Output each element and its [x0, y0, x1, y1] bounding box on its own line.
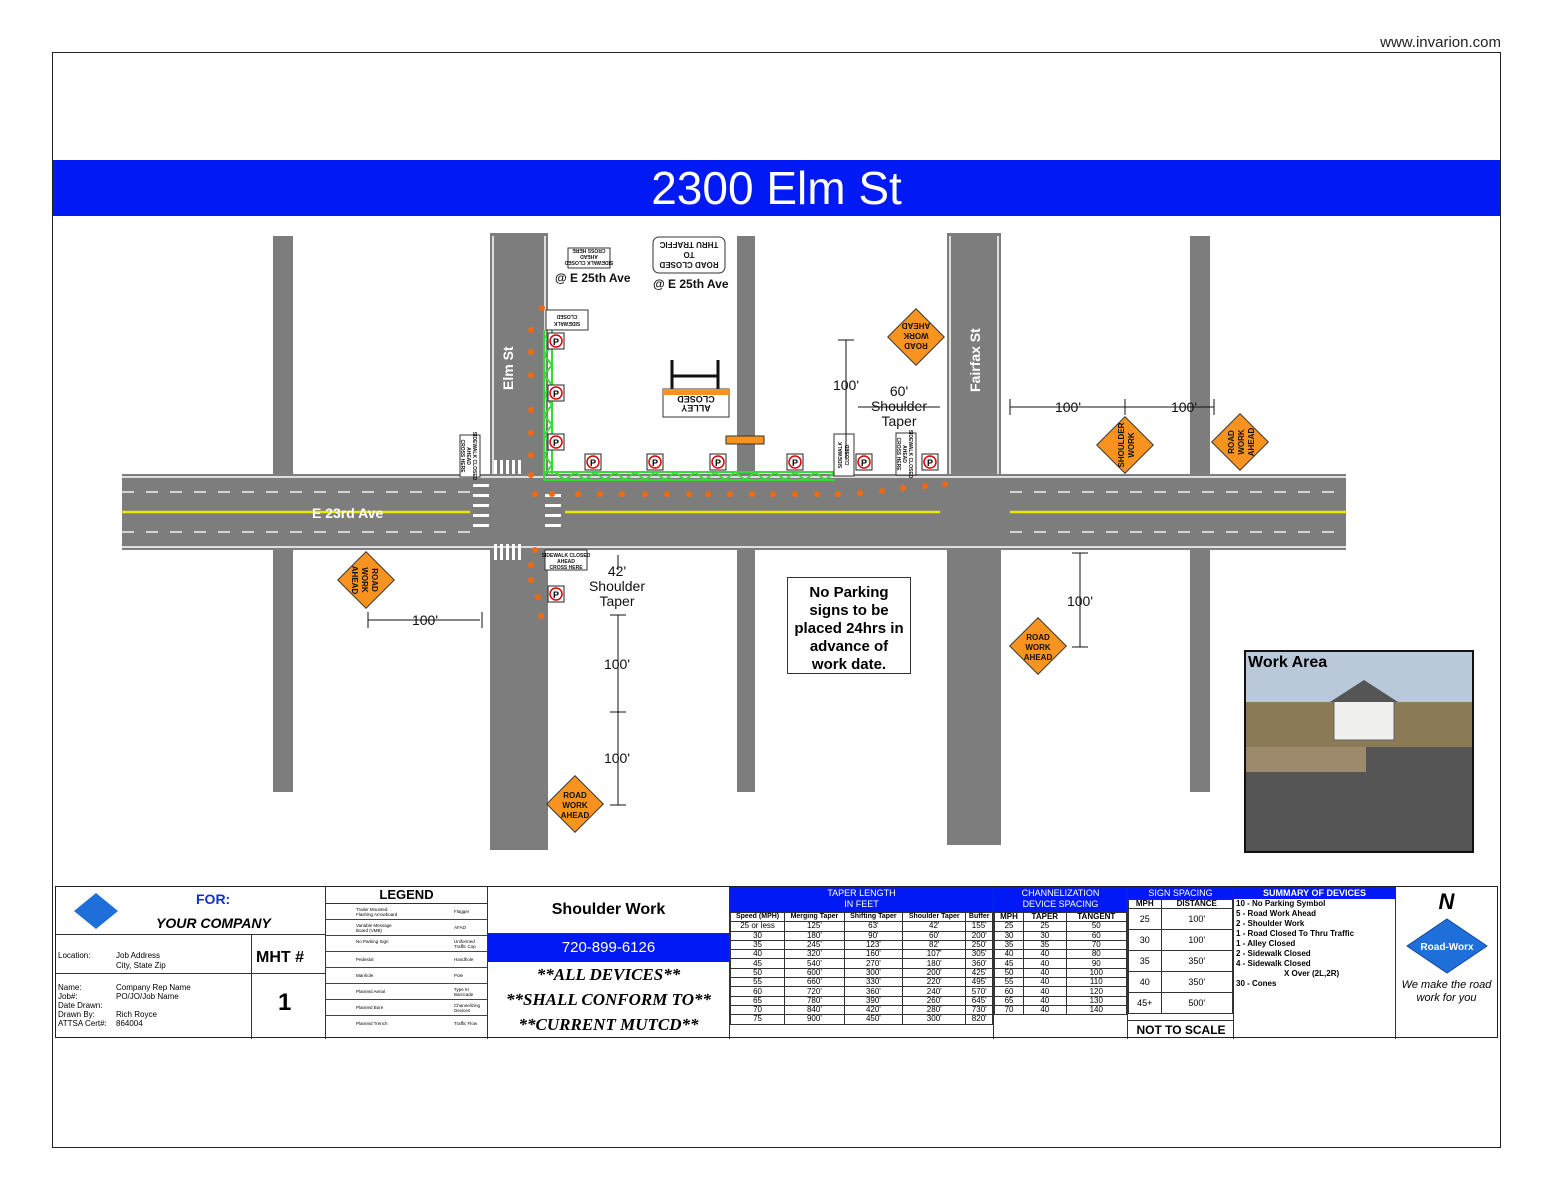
svg-text:ALLEY: ALLEY [681, 403, 711, 413]
svg-text:ROAD: ROAD [370, 568, 379, 592]
svg-text:P: P [860, 458, 868, 468]
svg-text:ROAD: ROAD [1026, 633, 1050, 642]
road-east-street [1190, 236, 1210, 792]
svg-text:ROAD: ROAD [1227, 430, 1236, 454]
chan-row: 65 40 130 [995, 996, 1127, 1005]
summary-item: 30 - Cones [1236, 979, 1277, 988]
svg-text:SHOULDER: SHOULDER [1117, 422, 1126, 468]
svg-text:SIDEWALK CLOSED: SIDEWALK CLOSED [564, 259, 614, 265]
legend-row: Planned Trench Traffic Flow [356, 1021, 478, 1026]
svg-text:100': 100' [832, 377, 860, 393]
mutcd-line-3: **CURRENT MUTCD** [518, 1015, 699, 1034]
legend-row: No Parking Sign Uniformed Traffic Cop [326, 936, 487, 952]
north-arrow: N [1438, 889, 1455, 914]
tagline-1: We make the road [1401, 979, 1492, 991]
svg-text:WORK: WORK [1127, 432, 1136, 458]
chan-row: 60 40 120 [995, 987, 1127, 996]
taper-row: 65 780' 390' 260' 645' [731, 996, 993, 1005]
sign-road-closed-thru-traffic [653, 237, 725, 273]
chan-row: 70 40 140 [995, 1005, 1127, 1014]
svg-text:100': 100' [1054, 399, 1082, 415]
title-block [55, 886, 1498, 1038]
svg-text:P: P [651, 458, 659, 468]
mutcd-line-2: **SHALL CONFORM TO** [506, 990, 711, 1009]
svg-text:WORK: WORK [562, 801, 588, 810]
label-e-23rd-ave: E 23rd Ave [312, 505, 384, 521]
job-label: Job#: [58, 992, 78, 1001]
svg-text:Shoulder: Shoulder [588, 578, 646, 594]
roadworx-logo [1405, 917, 1489, 975]
chan-row: 25 25 50 [995, 922, 1127, 931]
svg-text:SIDEWALK CLOSED: SIDEWALK CLOSED [471, 431, 477, 481]
drawn-value: Rich Royce [116, 1010, 157, 1019]
svg-text:100': 100' [603, 656, 631, 672]
sign-spacing-row: 25 100' [1129, 909, 1233, 930]
svg-text:P: P [589, 458, 597, 468]
road-west-street [273, 236, 293, 792]
taper-table: Speed (MPH) Merging Taper Shifting Taper Shoulder Taper Buffer 25 or less 125' 63' 42' 155' 30 180' 90' 60' 200' 35 245' 123' 82' 250' 40 320' 160' 107' 305' 45 540' 270' 180' 360' 50 600' 300' 200' 425' 55 660' 330' 220' 495' 60 720' 360' 240' 570' 65 780' 390' 260' 645' 70 840' 420' 280' 730' 75 900' 450' 300' 820' [730, 912, 993, 1025]
taper-row: 40 320' 160' 107' 305' [731, 950, 993, 959]
svg-text:Road-Worx: Road-Worx [1419, 942, 1474, 953]
job-value: PO/JO/Job Name [116, 992, 179, 1001]
sign-sidewalk-closed-ahead-right [895, 430, 916, 479]
name-value: Company Rep Name [116, 983, 191, 992]
svg-text:TO: TO [683, 250, 695, 259]
sign-sidewalk-closed-ahead-south [542, 550, 591, 571]
svg-text:CLOSED: CLOSED [845, 444, 851, 466]
location-city: City, State Zip [116, 961, 166, 970]
svg-text:SIDEWALK: SIDEWALK [553, 320, 581, 326]
svg-text:AHEAD: AHEAD [580, 253, 598, 259]
website-url: www.invarion.com [1380, 34, 1501, 51]
sign-spacing-row: 45+ 500' [1129, 993, 1233, 1014]
legend-row: Manhole Pole [326, 968, 487, 984]
summary-item: 2 - Sidewalk Closed [1236, 949, 1311, 958]
tagline-2: work for you [1416, 992, 1477, 1004]
svg-text:THRU TRAFFIC: THRU TRAFFIC [659, 240, 719, 249]
sign-spacing-header: SIGN SPACING [1128, 887, 1233, 899]
chan-header: CHANNELIZATION DEVICE SPACING [994, 887, 1127, 912]
svg-text:ROAD CLOSED: ROAD CLOSED [659, 260, 719, 269]
sign-sidewalk-closed-2 [834, 434, 854, 476]
svg-text:Shoulder: Shoulder [870, 398, 928, 414]
mht-label: MHT # [256, 949, 304, 966]
summary-header: SUMMARY OF DEVICES [1234, 887, 1395, 899]
svg-text:AHEAD: AHEAD [1023, 653, 1053, 662]
sign-road-work-ahead-3 [888, 309, 945, 366]
cert-label: ATTSA Cert#: [58, 1019, 107, 1028]
summary-item: 10 - No Parking Symbol [1236, 899, 1326, 908]
work-type: Shoulder Work [488, 887, 729, 934]
summary-item: 4 - Sidewalk Closed [1236, 959, 1311, 968]
chan-row: 50 40 100 [995, 968, 1127, 977]
legend-title: LEGEND [326, 887, 487, 904]
svg-text:AHEAD: AHEAD [901, 445, 907, 463]
date-label: Date Drawn: [58, 1001, 103, 1010]
svg-text:AHEAD: AHEAD [560, 811, 590, 820]
legend-row: Planned Aerial Type III Barricade [326, 984, 487, 1000]
chan-row: 40 40 80 [995, 950, 1127, 959]
svg-text:AHEAD: AHEAD [557, 559, 575, 565]
legend-row: Variable Message Board (VMB) AFAD [326, 920, 487, 936]
label-elm-st: Elm St [500, 346, 516, 390]
svg-text:100': 100' [1170, 399, 1198, 415]
svg-text:WORK: WORK [360, 567, 369, 593]
svg-text:SIDEWALK CLOSED: SIDEWALK CLOSED [541, 553, 591, 559]
svg-text:CROSS HERE: CROSS HERE [895, 437, 901, 471]
taper-row: 30 180' 90' 60' 200' [731, 931, 993, 940]
sign-road-work-ahead-1 [338, 552, 395, 609]
road-alley [737, 236, 755, 792]
svg-text:42': 42' [607, 563, 627, 579]
company-logo [74, 893, 118, 929]
taper-row: 25 or less 125' 63' 42' 155' [731, 922, 993, 931]
taper-row: 60 720' 360' 240' 570' [731, 987, 993, 996]
label-fairfax-st: Fairfax St [967, 328, 983, 392]
work-area-label: Work Area [1248, 654, 1328, 671]
svg-text:100': 100' [411, 612, 439, 628]
location-label: Location: [58, 951, 91, 960]
svg-text:60': 60' [889, 383, 909, 399]
sign-spacing-row: 35 350' [1129, 951, 1233, 972]
svg-text:SIDEWALK CLOSED: SIDEWALK CLOSED [907, 429, 913, 479]
mutcd-line-1: **ALL DEVICES** [536, 965, 681, 984]
chan-row: 55 40 110 [995, 978, 1127, 987]
legend-row: Trailer Mounted Flashing Arrowboard Flagger [326, 904, 487, 920]
summary-item: 2 - Shoulder Work [1236, 919, 1305, 928]
svg-text:WORK: WORK [903, 331, 929, 340]
summary-list [1234, 899, 1395, 989]
svg-text:P: P [926, 458, 934, 468]
sign-road-work-ahead-2 [547, 776, 604, 833]
chan-row: 35 35 70 [995, 940, 1127, 949]
taper-row: 35 245' 123' 82' 250' [731, 940, 993, 949]
sign-spacing-row: 40 350' [1129, 972, 1233, 993]
svg-text:AHEAD: AHEAD [1247, 427, 1256, 457]
summary-item: 1 - Road Closed To Thru Traffic [1236, 929, 1355, 938]
svg-text:P: P [552, 337, 560, 347]
svg-text:CROSS HERE: CROSS HERE [549, 565, 583, 571]
sign-shoulder-work [1097, 417, 1154, 474]
svg-text:AHEAD: AHEAD [465, 447, 471, 465]
not-to-scale: NOT TO SCALE [1128, 1020, 1234, 1039]
svg-text:CROSS HERE: CROSS HERE [459, 439, 465, 473]
svg-text:100': 100' [1066, 593, 1094, 609]
svg-text:P: P [714, 458, 722, 468]
channelization-table: MPH TAPER TANGENT 25 25 50 30 30 60 35 35 70 40 40 80 45 40 90 50 40 100 55 40 110 60 40 120 65 40 130 70 40 140 [994, 912, 1127, 1015]
taper-row: 70 840' 420' 280' 730' [731, 1005, 993, 1014]
svg-text:Taper: Taper [599, 593, 635, 609]
work-area-photo [1244, 650, 1474, 853]
svg-text:100': 100' [603, 750, 631, 766]
summary-item: 5 - Road Work Ahead [1236, 909, 1317, 918]
svg-text:CLOSED: CLOSED [556, 313, 578, 319]
label-e-25th-ave-1: @ E 25th Ave [555, 271, 631, 285]
svg-text:P: P [791, 458, 799, 468]
svg-text:SIDEWALK: SIDEWALK [838, 441, 844, 469]
legend-row: Planned Bore Channelizing Devices [326, 1000, 487, 1016]
svg-text:WORK: WORK [1237, 429, 1246, 455]
svg-text:ROAD: ROAD [563, 791, 587, 800]
svg-text:ROAD: ROAD [904, 341, 928, 350]
svg-text:CROSS HERE: CROSS HERE [572, 247, 606, 253]
road-elm-st [490, 233, 548, 850]
chan-row: 45 40 90 [995, 959, 1127, 968]
for-label: FOR: [196, 891, 231, 907]
svg-text:WORK: WORK [1025, 643, 1051, 652]
taper-row: 50 600' 300' 200' 425' [731, 968, 993, 977]
taper-row: 75 900' 450' 300' 820' [731, 1015, 993, 1024]
svg-text:P: P [552, 590, 560, 600]
cert-value: 864004 [116, 1019, 143, 1028]
taper-row: 55 660' 330' 220' 495' [731, 978, 993, 987]
summary-item: 1 - Alley Closed [1236, 939, 1296, 948]
sign-road-work-ahead-4 [1010, 618, 1067, 675]
sign-spacing-table: MPH DISTANCE 25 100' 30 100' 35 350' 40 350' 45+ 500' [1128, 899, 1233, 1014]
chan-row: 30 30 60 [995, 931, 1127, 940]
no-parking-note: No Parking signs to be placed 24hrs in advance of work date. [787, 577, 911, 674]
name-label: Name: [58, 983, 82, 992]
legend-row: Pedestal Handhole [326, 952, 487, 968]
sign-sidewalk-closed-1 [546, 310, 588, 330]
location-value: Job Address [116, 951, 161, 960]
svg-text:P: P [552, 438, 560, 448]
sign-road-work-ahead-5 [1212, 414, 1269, 471]
drawn-label: Drawn By: [58, 1010, 95, 1019]
sign-sidewalk-closed-ahead-left [459, 432, 480, 481]
svg-text:AHEAD: AHEAD [350, 565, 359, 595]
svg-text:CLOSED: CLOSED [677, 394, 715, 404]
taper-row: 45 540' 270' 180' 360' [731, 959, 993, 968]
company-name: YOUR COMPANY [156, 915, 271, 931]
road-fairfax-st [947, 233, 1001, 845]
label-e-25th-ave-2: @ E 25th Ave [653, 277, 729, 291]
svg-text:AHEAD: AHEAD [901, 321, 931, 330]
sign-sidewalk-closed-top [564, 247, 613, 268]
svg-text:P: P [552, 389, 560, 399]
summary-item: X Over (2L,2R) [1284, 969, 1340, 978]
sign-spacing-row: 30 100' [1129, 930, 1233, 951]
roads [122, 233, 1346, 850]
phone-number: 720-899-6126 [488, 934, 729, 962]
svg-text:Taper: Taper [881, 413, 917, 429]
taper-header: TAPER LENGTH IN FEET [730, 887, 993, 912]
mht-value: 1 [278, 989, 292, 1016]
page-title: 2300 Elm St [53, 160, 1500, 216]
